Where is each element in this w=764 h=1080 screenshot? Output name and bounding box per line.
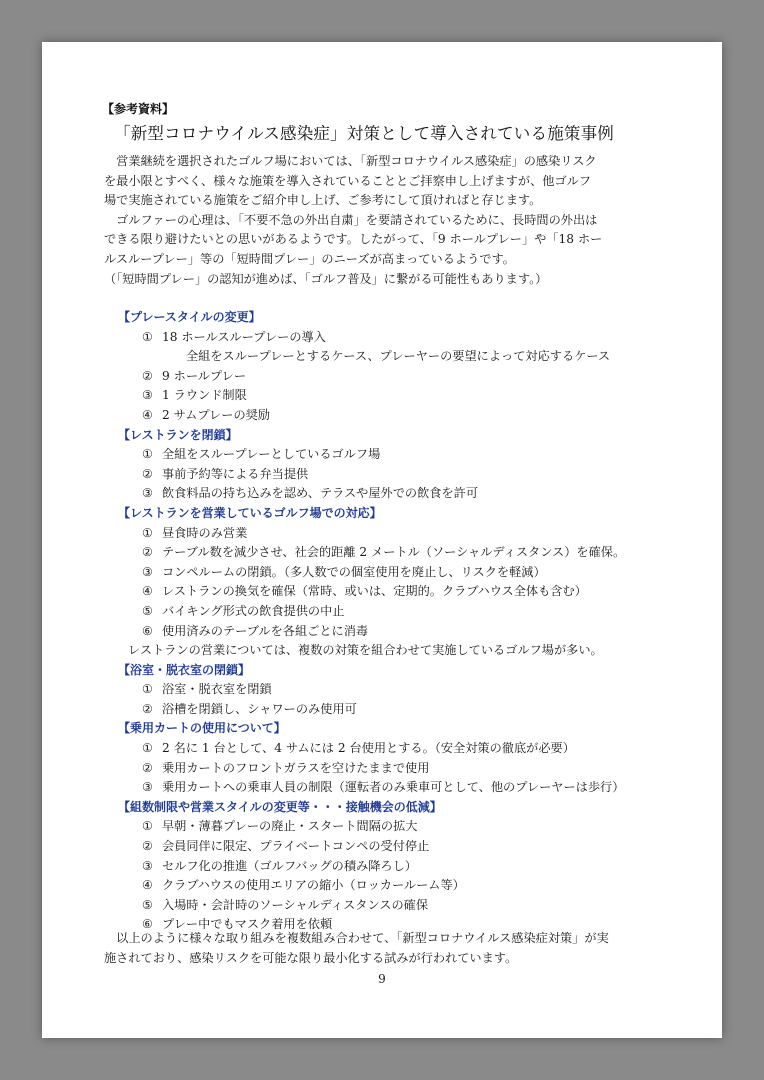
item-text: 2 サムプレーの奨励 [162,407,271,422]
item-number: ① [142,525,153,540]
item-number: ⑤ [142,897,153,912]
list-item [118,484,718,504]
item-number: ③ [142,780,153,795]
item-text: 使用済みのテーブルを各組ごとに消毒 [162,623,369,638]
list-item [118,406,718,426]
list-item [118,524,718,544]
list-item [118,328,718,348]
intro-line: できる限り避けたいとの思いがあるようです。したがって、「9 ホールプレー」や「18 ホー [104,232,603,247]
item-text: 1 ラウンド制限 [162,388,247,403]
item-text: 浴室・脱衣室を閉鎖 [162,682,272,697]
item-text: レストランの換気を確保（常時、或いは、定期的。クラブハウス全体も含む） [162,584,587,599]
intro-line: 場で実施されている施策をご紹介申し上げ、ご参考にして頂ければと存じます。 [104,193,542,208]
section-heading: 【レストランを営業しているゴルフ場での対応】 [118,505,382,520]
page-title: 「新型コロナウイルス感染症」対策として導入されている施策事例 [114,124,615,143]
item-number: ① [142,682,153,697]
intro-line: を最小限とすべく、様々な施策を導入されていることとご拝察申し上げますが、他ゴルフ [104,173,592,188]
item-text: 乗用カートへの乗車人員の制限（運転者のみ乗車可として、他のプレーヤーは歩行） [162,780,625,795]
item-text: バイキング形式の飲食提供の中止 [162,603,345,618]
item-number: ③ [142,564,153,579]
item-number: ① [142,741,153,756]
list-item [118,876,718,896]
item-text: 事前予約等による弁当提供 [162,466,309,481]
item-number: ④ [142,407,153,422]
item-text: テーブル数を減少させ、社会的距離 2 メートル（ソーシャルディスタンス）を確保。 [162,545,626,560]
item-number: ③ [142,858,153,873]
item-text: セルフ化の推進（ゴルフバッグの積み降ろし） [162,858,417,873]
list-item [118,896,718,916]
list-item [118,739,718,759]
item-number: ② [142,839,153,854]
list-item [118,857,718,877]
item-text: 全組をスループレーとしているゴルフ場 [162,447,381,462]
intro-line: （「短時間プレー」の認知が進めば、「ゴルフ普及」に繋がる可能性もあります。） [104,271,548,286]
list-item [118,700,718,720]
reference-tag: 【参考資料】 [102,102,175,116]
list-item [118,445,718,465]
section-heading: 【プレースタイルの変更】 [118,310,261,324]
item-text: 9 ホールプレー [162,368,247,383]
measures-list [118,308,718,935]
item-number: ① [142,447,153,462]
section-heading: 【レストランを閉鎖】 [118,427,238,442]
item-number: ④ [142,878,153,893]
item-number: ⑥ [142,623,153,638]
intro-paragraph [104,152,704,289]
list-item [118,837,718,857]
list-item [118,367,718,387]
item-text: 早朝・薄暮プレーの廃止・スタート間隔の拡大 [162,819,418,834]
item-number: ① [142,329,153,344]
intro-line: ルスループレー」等の「短時間プレー」のニーズが高まっているようです。 [104,251,515,266]
item-text: コンペルームの閉鎖。（多人数での個室使用を廃止し、リスクを軽減） [162,564,546,579]
item-text: クラブハウスの使用エリアの縮小（ロッカールーム等） [162,878,465,893]
list-item [118,465,718,485]
item-number: ② [142,701,153,716]
list-item [118,778,718,798]
item-number: ⑤ [142,603,153,618]
list-item [118,386,718,406]
item-number: ④ [142,584,153,599]
list-item [118,543,718,563]
list-item [118,602,718,622]
section-heading: 【乗用カートの使用について】 [118,721,286,736]
item-number: ② [142,466,153,481]
closing-paragraph [104,929,704,968]
item-number: ① [142,819,153,834]
page-number: 9 [378,972,386,986]
item-text: 入場時・会計時のソーシャルディスタンスの確保 [162,897,429,912]
list-item [118,563,718,583]
list-item [118,622,718,642]
closing-line: 以上のように様々な取り組みを複数組み合わせて、「新型コロナウイルス感染症対策」が実 [104,931,609,945]
item-number: ② [142,368,153,383]
item-text: 飲食料品の持ち込みを認め、テラスや屋外での飲食を許可 [162,486,479,501]
item-number: ⑥ [142,917,153,932]
item-number: ② [142,760,153,775]
item-text: 昼食時のみ営業 [162,525,248,540]
list-item [118,680,718,700]
intro-line: 営業継続を選択されたゴルフ場においては、「新型コロナウイルス感染症」の感染リスク [104,154,597,168]
item-text: 会員同伴に限定、プライベートコンペの受付停止 [162,839,430,854]
intro-line: ゴルファーの心理は、「不要不急の外出自粛」を要請されているために、長時間の外出は [104,212,598,227]
list-item [118,582,718,602]
list-item [118,759,718,779]
item-text: プレー中でもマスク着用を依頼 [162,917,333,932]
section-heading: 【浴室・脱衣室の閉鎖】 [118,662,251,677]
item-text: 浴槽を閉鎖し、シャワーのみ使用可 [162,701,357,716]
item-number: ③ [142,388,153,403]
item-subtext: 全組をスループレーとするケース、プレーヤーの要望によって対応するケース [186,349,611,364]
list-item [118,817,718,837]
section-note: レストランの営業については、複数の対策を組合わせて実施しているゴルフ場が多い。 [128,643,603,658]
item-text: 18 ホールスループレーの導入 [162,329,326,344]
item-number: ② [142,545,153,560]
document-page [42,42,722,1038]
item-number: ③ [142,486,153,501]
item-text: 2 名に 1 台として、4 サムには 2 台使用とする。（安全対策の徹底が必要） [162,741,575,756]
closing-line: 施されており、感染リスクを可能な限り最小化する試みが行われています。 [104,950,518,965]
section-heading: 【組数制限や営業スタイルの変更等・・・接触機会の低減】 [118,799,442,814]
item-text: 乗用カートのフロントガラスを空けたままで使用 [162,760,430,775]
